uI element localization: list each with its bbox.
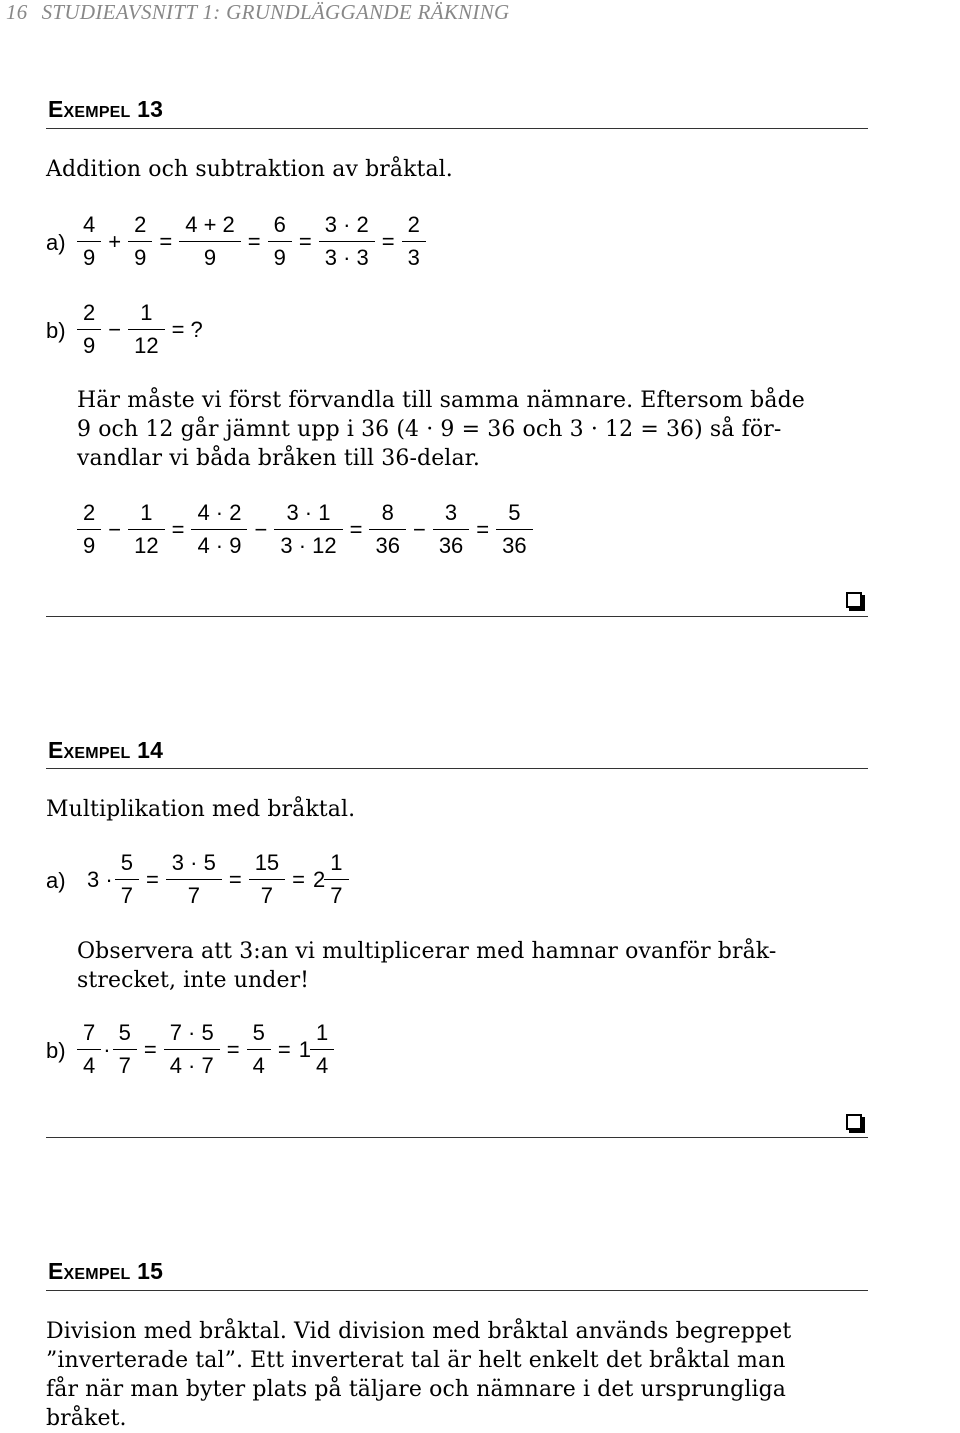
denominator: 36 (496, 529, 532, 559)
fraction (116, 1020, 134, 1079)
numerator: 2 (407, 212, 420, 237)
explanation-line-1: Här måste vi först förvandla till samma nämnare. Eftersom både (77, 388, 805, 413)
operator: = (476, 516, 490, 542)
fraction (327, 850, 345, 909)
operator: = (143, 1036, 157, 1062)
numerator: 1 (140, 300, 153, 325)
fraction (80, 1020, 98, 1079)
operator: − (108, 516, 122, 542)
denominator: 3 · 12 (274, 529, 342, 559)
denominator: 9 (128, 241, 152, 271)
numerator: 4 (83, 212, 96, 237)
explanation-line-2: 9 och 12 går jämnt upp i 36 (4 · 9 = 36 och 3 · 12 = 36) så för- (77, 417, 782, 442)
example-13-title: Exempel 13 (48, 96, 164, 122)
fraction (80, 212, 98, 271)
operator: = (349, 516, 363, 542)
numerator: 5 (120, 850, 133, 875)
numerator: 2 (83, 300, 96, 325)
numerator: 3 · 2 (324, 212, 369, 237)
example-15-rule (46, 1290, 868, 1291)
denominator: 7 (249, 879, 285, 909)
fraction (405, 212, 423, 271)
part-a-label: a) (46, 868, 66, 893)
numerator: 2 (83, 500, 96, 525)
end-of-example-box (846, 1114, 862, 1130)
numerator: 4 + 2 (185, 212, 235, 237)
fraction (80, 300, 98, 359)
fraction (250, 1020, 268, 1079)
denominator: 7 (115, 879, 139, 909)
part-a-label: a) (46, 230, 66, 255)
operator: − (412, 516, 426, 542)
denominator: 7 (113, 1049, 137, 1079)
numerator: 1 (330, 850, 343, 875)
denominator: 7 (166, 879, 222, 909)
numerator: 1 (140, 500, 153, 525)
example-13-end-rule (46, 616, 868, 617)
numerator: 4 · 2 (197, 500, 242, 525)
division-text-line-4: bråket. (46, 1406, 127, 1431)
example-13-rule (46, 128, 868, 129)
fraction (436, 500, 466, 559)
fraction (131, 212, 149, 271)
denominator: 9 (77, 241, 101, 271)
numerator: 3 (444, 500, 458, 525)
ex14-equation-a (84, 850, 348, 909)
operator: = (292, 866, 306, 892)
operator: = (145, 866, 159, 892)
ex13-equation-b (78, 300, 211, 359)
part-b-label: b) (46, 318, 66, 343)
fraction (131, 500, 161, 559)
division-text-line-3: får när man byter plats på täljare och nämnare i det ursprungliga (46, 1377, 787, 1402)
denominator: 9 (77, 529, 101, 559)
numerator: 6 (273, 212, 286, 237)
numerator: 5 (252, 1020, 265, 1045)
operator: 1 (298, 1036, 311, 1062)
example-14-intro: Multiplikation med bråktal. (46, 797, 356, 822)
operator: − (108, 316, 122, 342)
fraction (182, 212, 238, 271)
operator: = (277, 1036, 291, 1062)
denominator: 4 (247, 1049, 271, 1079)
denominator: 4 (310, 1049, 334, 1079)
denominator: 3 · 3 (319, 241, 375, 271)
numerator: 5 (508, 500, 521, 525)
numerator: 3 · 5 (171, 850, 216, 875)
fraction (277, 500, 339, 559)
fraction (271, 212, 289, 271)
fraction (131, 300, 161, 359)
operator: = (171, 516, 185, 542)
example-14-title: Exempel 14 (48, 737, 164, 763)
operator: · (103, 1036, 111, 1062)
operator: = (226, 1036, 240, 1062)
denominator: 7 (324, 879, 348, 909)
denominator: 4 (77, 1049, 101, 1079)
operator: = (228, 866, 242, 892)
operator: = (298, 228, 312, 254)
ex13-equation-a (78, 212, 425, 271)
operator: = (247, 228, 261, 254)
denominator: 9 (268, 241, 292, 271)
numerator: 8 (381, 500, 394, 525)
fraction (80, 500, 98, 559)
ex13-equation-c (78, 500, 532, 559)
division-text-line-2: ”inverterade tal”. Ett inverterat tal är helt enkelt det bråktal man (46, 1348, 786, 1373)
denominator: 9 (77, 329, 101, 359)
running-head (6, 0, 510, 25)
end-of-example-box (846, 592, 862, 608)
denominator: 36 (369, 529, 405, 559)
denominator: 4 · 9 (191, 529, 247, 559)
operator: 3 · (87, 866, 113, 892)
denominator: 12 (128, 329, 164, 359)
operator: = (159, 228, 173, 254)
example-14-end-rule (46, 1137, 868, 1138)
example-15-title: Exempel 15 (48, 1258, 164, 1284)
operator: = (381, 228, 395, 254)
fraction (499, 500, 529, 559)
note-line-2: strecket, inte under! (77, 968, 310, 993)
numerator: 5 (118, 1020, 131, 1045)
ex14-equation-b (78, 1020, 333, 1079)
explanation-line-3: vandlar vi båda bråken till 36-delar. (77, 446, 480, 471)
numerator: 7 (83, 1020, 96, 1045)
operator: − (254, 516, 268, 542)
note-line-1: Observera att 3:an vi multiplicerar med hamnar ovanför bråk- (77, 939, 777, 964)
example-13-intro: Addition och subtraktion av bråktal. (46, 157, 453, 182)
denominator: 36 (433, 529, 469, 559)
denominator: 3 (402, 241, 426, 271)
operator: = ? (171, 316, 203, 342)
fraction (313, 1020, 331, 1079)
operator: + (108, 228, 122, 254)
fraction (322, 212, 372, 271)
division-text-line-1: Division med bråktal. Vid division med bråktal används begreppet (46, 1319, 792, 1344)
page-number: 16 (6, 0, 28, 24)
denominator: 9 (179, 241, 241, 271)
fraction (372, 500, 402, 559)
numerator: 15 (254, 850, 280, 875)
numerator: 1 (315, 1020, 329, 1045)
fraction (118, 850, 136, 909)
fraction (194, 500, 244, 559)
numerator: 2 (134, 212, 147, 237)
denominator: 4 · 7 (164, 1049, 220, 1079)
fraction (167, 1020, 217, 1079)
fraction (169, 850, 219, 909)
section-title: STUDIEAVSNITT 1: GRUNDLÄGGANDE RÄKNING (41, 0, 510, 24)
part-b-label: b) (46, 1038, 66, 1063)
operator: 2 (313, 866, 326, 892)
example-14-rule (46, 768, 868, 769)
denominator: 12 (128, 529, 164, 559)
numerator: 3 · 1 (286, 500, 331, 525)
numerator: 7 · 5 (169, 1020, 214, 1045)
fraction (252, 850, 282, 909)
